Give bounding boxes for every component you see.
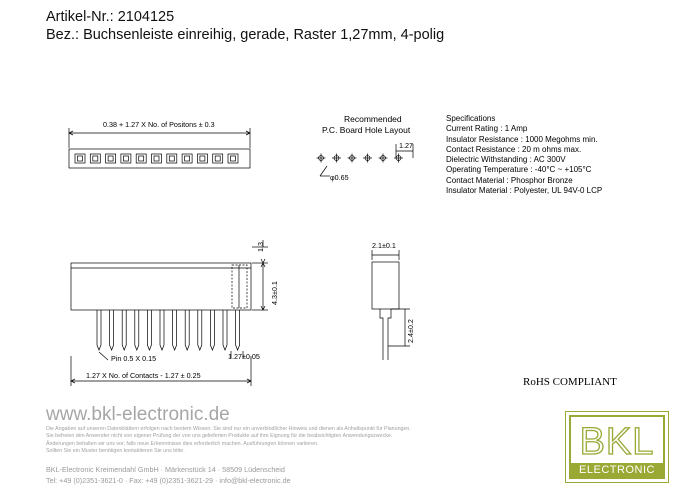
disclaimer-line: Sie befreien den Anwender nicht von eigener Prüfung der von uns gelieferten Produkte auf ihre Eignung für die beabsichtigten Anwendungszwecke.	[46, 433, 393, 440]
contact-inner	[139, 156, 144, 161]
side-view	[71, 240, 268, 386]
contact-opening	[182, 154, 192, 163]
disclaimer-line: Die Angaben auf unseren Datenblättern erfolgen nach bestem Wissen. Sie sind nur ein unverbindlicher Hinweis und dienen als Anhaltspunkt für Planungen.	[46, 426, 411, 432]
contact-pin	[173, 310, 177, 350]
rohs-compliance-label: RoHS COMPLIANT	[523, 376, 617, 388]
contact-pin	[97, 310, 101, 350]
contact-opening	[167, 154, 177, 163]
hole-diameter-dimension: φ0.65	[330, 173, 349, 182]
contact-inner	[123, 156, 128, 161]
contact-opening	[121, 154, 131, 163]
spec-item: Contact Material : Phosphor Bronze	[446, 175, 573, 185]
specifications-title: Specifications	[446, 114, 496, 123]
disclaimer-line: Änderungen behalten wir uns vor, falls neue Erkenntnisse dies erforderlich machen. Ausführungen können variieren.	[46, 440, 319, 447]
contact-inner	[78, 156, 83, 161]
contact-opening	[75, 154, 85, 163]
company-address	[46, 465, 291, 486]
contact-opening	[152, 154, 162, 163]
contact-inner	[185, 156, 190, 161]
pcb-layout-title-line2: P.C. Board Hole Layout	[322, 125, 411, 135]
pcb-layout-title-line1: Recommended	[344, 114, 402, 124]
contact-opening	[197, 154, 207, 163]
contact-opening	[106, 154, 116, 163]
address-line: BKL-Electronic Kreimendahl GmbH · Märkenstück 14 · 58509 Lüdenscheid	[46, 465, 285, 474]
contact-pin	[147, 310, 151, 350]
contact-opening	[136, 154, 146, 163]
spec-item: Insulator Material : Polyester, UL 94V-0 LCP	[446, 186, 603, 196]
contact-opening	[90, 154, 100, 163]
contact-inner	[215, 156, 220, 161]
width-2-1-dimension: 2.1±0.1	[372, 241, 396, 250]
contact-pin	[236, 310, 240, 350]
top-view-contacts	[75, 154, 238, 163]
top-view	[69, 128, 250, 168]
contact-pin	[223, 310, 227, 350]
spec-item: Contact Resistance : 20 m ohms max.	[446, 144, 582, 154]
end-view	[372, 250, 410, 360]
contact-inner	[169, 156, 174, 161]
logo-brand-text: BKL	[579, 421, 655, 463]
contact-line: Tel: +49 (0)2351-3621-0 · Fax: +49 (0)2351-3621-29 · info@bkl-electronic.de	[46, 475, 291, 485]
contact-pin	[135, 310, 139, 350]
spec-item: Insulator Resistance : 1000 Megohms min.	[446, 134, 598, 144]
specifications-block	[446, 114, 602, 196]
height-4-3-dimension: 4.3±0.1	[270, 281, 279, 305]
article-description: Bez.: Buchsenleiste einreihig, gerade, Raster 1,27mm, 4-polig	[46, 27, 445, 43]
contact-opening	[228, 154, 238, 163]
bottom-length-dimension: 1.27 X No. of Contacts - 1.27 ± 0.25	[86, 371, 201, 380]
contact-inner	[108, 156, 113, 161]
logo-sub-text: ELECTRONIC	[571, 463, 663, 477]
disclaimer	[46, 426, 411, 456]
contact-inner	[200, 156, 205, 161]
pin-length-dimension: 2.4±0.2	[406, 319, 415, 343]
bkl-electronic-logo	[565, 411, 669, 483]
contact-inner	[231, 156, 236, 161]
pin-pitch-dimension: 1.27±0.05	[228, 352, 260, 361]
top-view-length-dimension: 0.38 + 1.27 X No. of Positons ± 0.3	[103, 120, 215, 129]
contact-pin	[110, 310, 114, 350]
contact-pin	[198, 310, 202, 350]
spec-item: Operating Temperature : -40°C ~ +105°C	[446, 165, 592, 175]
disclaimer-line: Sollten Sie ein Muster benötigen kontaktieren Sie uns bitte.	[46, 448, 185, 455]
article-number: Artikel-Nr.: 2104125	[46, 9, 175, 25]
spec-item: Dielectric Withstanding : AC 300V	[446, 155, 566, 165]
website-link[interactable]: www.bkl-electronic.de	[46, 404, 230, 425]
pcb-pitch-dimension: 1.27	[399, 141, 413, 150]
contact-inner	[154, 156, 159, 161]
contact-inner	[93, 156, 98, 161]
contact-pin	[210, 310, 214, 350]
pin-size-label: Pin 0.5 X 0.15	[111, 354, 157, 363]
height-1-3-dimension: 1.3	[256, 242, 265, 252]
spec-item: Current Rating : 1 Amp	[446, 124, 528, 134]
contact-opening	[213, 154, 223, 163]
contact-pin	[122, 310, 126, 350]
contact-pin	[160, 310, 164, 350]
contact-pin	[185, 310, 189, 350]
